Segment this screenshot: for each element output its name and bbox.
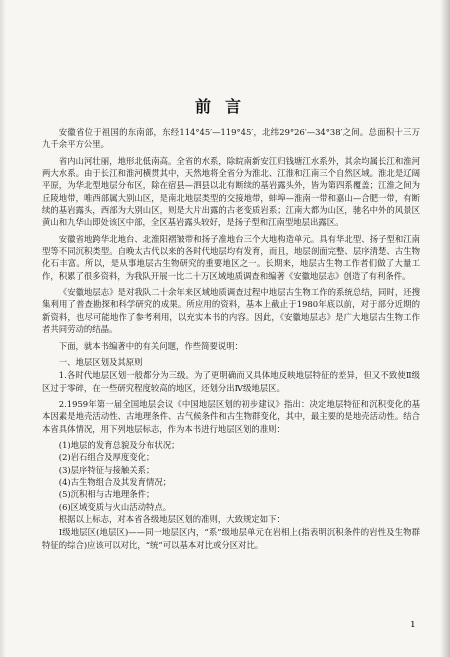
criteria-item: (5)沉积相与古地理条件； [58,489,155,500]
paragraph-summary: 《安徽地层志》是对我队二十余年来区域地质调查过程中地层古生物工作的系统总结，同时，还搜集利用了普查勘探和科学研究的成果。所应用的资料，基本上截止于1980年底以前，对于部分近期的新资料，也尽可能地作了参考利用，以充实本书的内容。因此，《安徽地层志》是广大地层古生物工作者共同劳动的结晶。 [42,287,420,335]
closing-intro: 根据以上标志，对本省各级地层区划的准则，大致规定如下： [58,513,285,524]
paragraph-location: 安徽省位于祖国的东南部，东经114°45′—119°45′，北纬29°26′—34°38′之间。总面积十三万九千余平方公里。 [42,127,420,150]
closing-text: Ⅰ级地层区(地层区)——同一地层区内，“系”级地层单元在岩相上(指表明沉积条件的岩性及生物群特征的综合)应该可以对比，“统”可以基本对比或分区对比。 [42,527,420,550]
criteria-item: (1)地层的发育总貌及分布状况； [58,440,180,451]
document-body [42,126,420,555]
criteria-item: (3)层序特征与接触关系； [58,464,155,475]
section-heading: 一、地层区划及其原则 [58,356,143,367]
paragraph-tectonics: 安徽省地跨华北地台、北淮阳褶皱带和扬子准地台三个大地构造单元。具有华北型、扬子型和江南型等不同沉积类型。自晚太古代以来的各时代地层均有发育，而且，地层剖面完整、层序清楚、古生物化石丰富。所以，是从事地层古生物研究的重要地区之一。长期来，地层古生物工作者们做了大量工作，积累了很多资料，为我队开展一比二十万区域地质调查和编著《安徽地层志》创造了有利条件。 [42,233,420,281]
page-corner-mark: ı [411,617,415,630]
section-paragraph-2: 2.1959年第一届全国地层会议《中国地层区划的初步建议》指出：决定地层特征和沉积变化的基本因素是地壳活动性、古地理条件、古气候条件和古生物群变化，其中，最主要的是地壳活动性。结合本省具体情况，用下列地层标志，作为本书进行地层区划的准则： [42,399,420,434]
paragraph-intro-notes: 下面，就本书编著中的有关问题，作些简要说明： [58,340,244,351]
page-title: 前言 [194,97,255,116]
criteria-item: (2)岩石组合及厚度变化； [58,452,155,463]
paragraph-geography: 省内山河壮丽，地形北低南高。全省的水系，除皖南新安江归钱塘江水系外，其余均属长江和淮河两大水系。由于长江和淮河横贯其中，天然地将全省分为淮北、江淮和江南三个自然区域。淮北是辽阔平原，为华北型地层分布区，除在宿县—泗县以北有断续的基岩露头外，皆为第四系覆盖；江淮之间为丘陵地带，唯西部属大别山区，是南北地层类型的交接地带，蚌埠—淮南一带和嘉山—合肥一带，有断续的基岩露头，西部为大别山区，则是大片出露的古老变质岩系；江南大都为山区，驰名中外的风景区黄山和九华山即处该区中部，全区基岩露头较好，是扬子型和江南型地层出露区。 [42,155,420,228]
criteria-item: (4)古生物组合及其发育情况； [58,477,172,488]
criteria-item: (6)区域变质与火山活动特点。 [58,501,172,512]
section-paragraph-1: 1.各时代地层区划一般都分为三级。为了更明确而又具体地反映地层特征的差异，但又不致使Ⅱ级区过于零碎，在一些研究程度较高的地区，还划分出Ⅳ级地层区。 [42,370,420,393]
